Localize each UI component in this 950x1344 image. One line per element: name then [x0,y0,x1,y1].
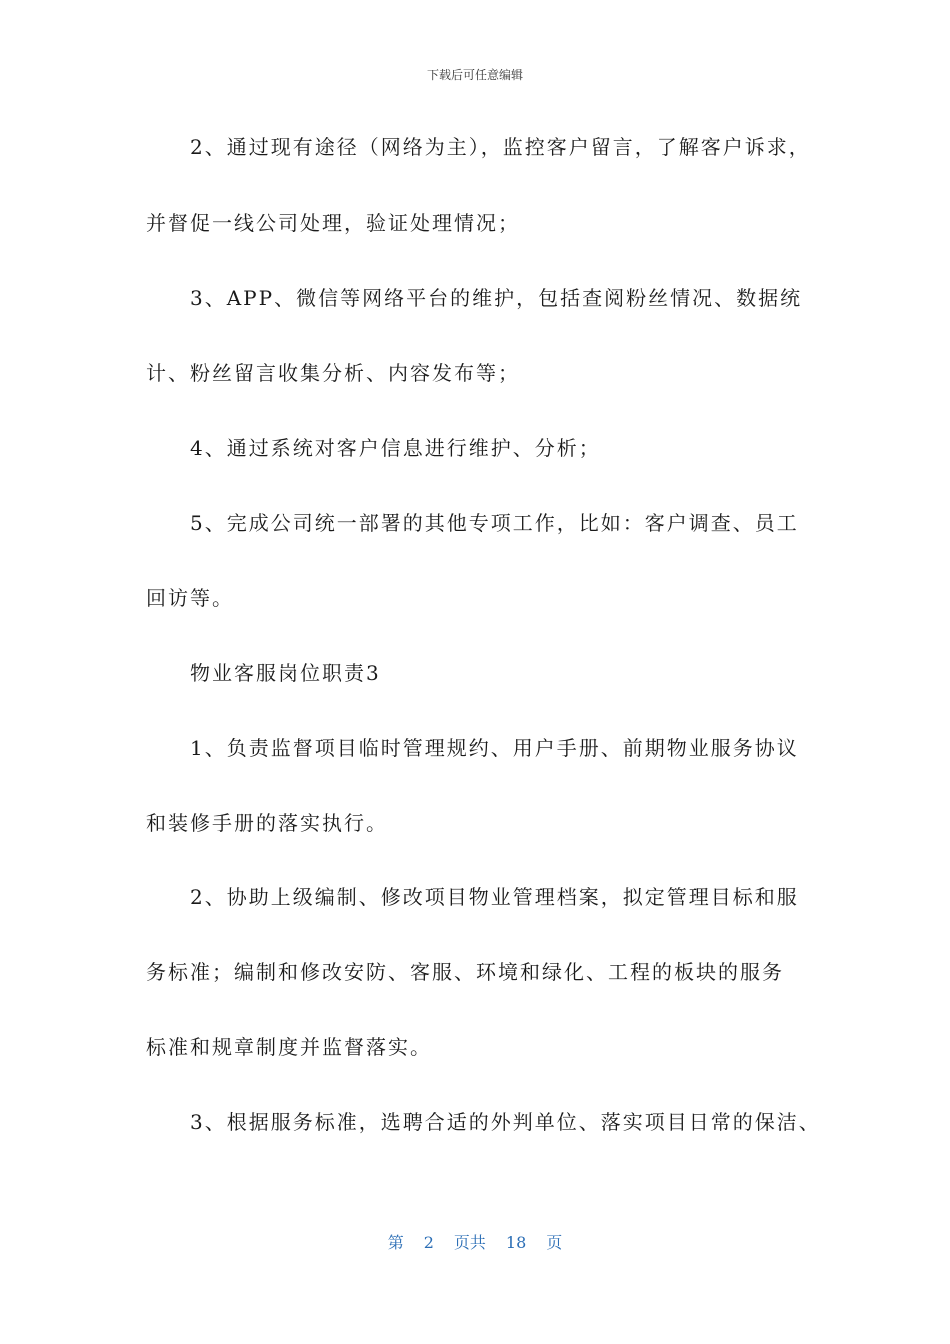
body-line: 计、粉丝留言收集分析、内容发布等； [146,361,520,385]
section-heading: 物业客服岗位职责3 [190,661,381,685]
body-line: 5、完成公司统一部署的其他专项工作，比如：客户调查、员工 [190,511,799,535]
footer-end-label: 页 [546,1233,563,1252]
body-line: 标准和规章制度并监督落实。 [146,1035,432,1059]
body-line: 3、根据服务标准，选聘合适的外判单位、落实项目日常的保洁、 [190,1110,821,1134]
body-line: 3、APP、微信等网络平台的维护，包括查阅粉丝情况、数据统 [190,286,803,310]
body-line: 并督促一线公司处理，验证处理情况； [146,211,520,235]
footer-page-label: 第 [387,1233,404,1252]
body-line: 务标准；编制和修改安防、客服、环境和绿化、工程的板块的服务 [146,960,784,984]
body-line: 4、通过系统对客户信息进行维护、分析； [190,436,601,460]
page-footer [0,1230,950,1253]
body-line: 和装修手册的落实执行。 [146,811,388,835]
body-line: 2、通过现有途径（网络为主），监控客户留言，了解客户诉求， [190,135,811,159]
footer-total-number: 18 [505,1233,527,1252]
page-header: 下载后可任意编辑 [426,68,523,82]
footer-page-number: 2 [423,1233,434,1252]
body-line: 回访等。 [146,586,234,610]
body-line: 2、协助上级编制、修改项目物业管理档案，拟定管理目标和服 [190,885,799,909]
footer-total-label: 页共 [453,1233,486,1252]
body-line: 1、负责监督项目临时管理规约、用户手册、前期物业服务协议 [190,736,799,760]
